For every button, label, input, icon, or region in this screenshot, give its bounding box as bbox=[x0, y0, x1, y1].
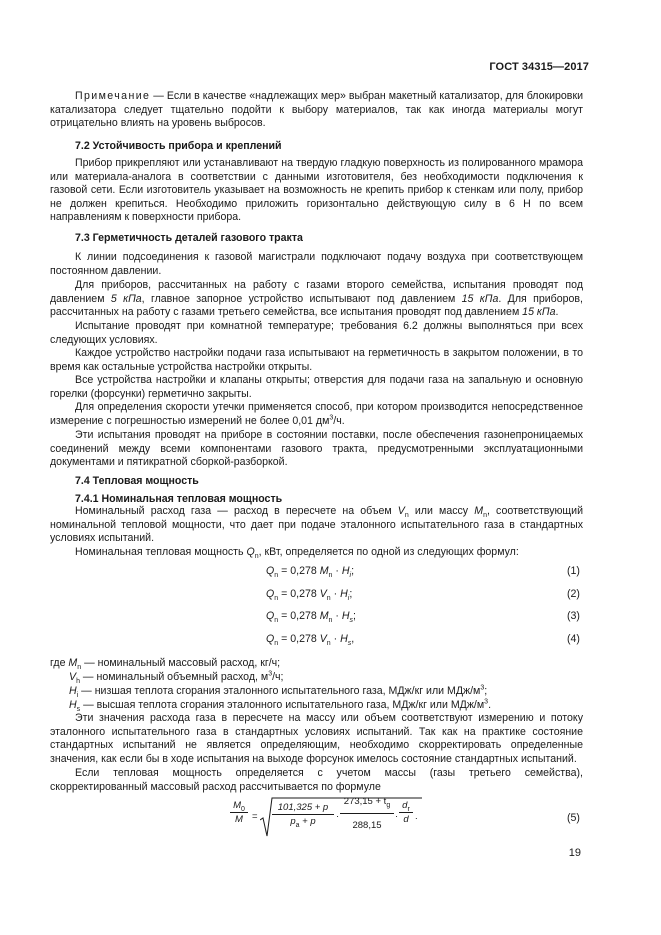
text-run-italic: 15 кПа bbox=[461, 292, 499, 305]
symbol: H bbox=[69, 699, 77, 711]
subscript: n bbox=[404, 512, 409, 520]
subscript: n bbox=[254, 553, 259, 561]
text-run: /ч; bbox=[272, 671, 284, 683]
subscript: s bbox=[76, 706, 81, 714]
formula-5-density-fraction bbox=[399, 800, 413, 825]
after-paragraph-2: Если тепловая мощность определяется с учетом массы (газы третьего семейства), скорректированный массовый расход рассчитывается по формуле bbox=[50, 767, 583, 793]
expression: 273,15 + t bbox=[343, 796, 387, 807]
operator: · bbox=[332, 610, 342, 622]
punctuation: ; bbox=[351, 565, 355, 577]
symbol: M bbox=[233, 800, 241, 811]
operator: · bbox=[330, 588, 341, 600]
operator: = 0,278 bbox=[278, 610, 320, 622]
subscript: 0 bbox=[241, 805, 245, 813]
note-lead: Примечание bbox=[75, 90, 151, 102]
text-run: — низшая теплота сгорания эталонного испытательного газа, МДж/кг или МДж/м bbox=[78, 685, 481, 697]
symbol: V bbox=[69, 671, 77, 683]
subscript: n bbox=[77, 664, 82, 672]
operator: · bbox=[332, 565, 342, 577]
symbol: H bbox=[341, 610, 350, 622]
symbol: d bbox=[403, 814, 409, 825]
formula-5 bbox=[222, 796, 422, 840]
equals-sign: = bbox=[252, 811, 258, 822]
text-run-italic: 15 кПа bbox=[522, 306, 556, 319]
subscript: n bbox=[328, 617, 333, 625]
symbol: V bbox=[319, 633, 327, 645]
symbol-M: M bbox=[474, 505, 484, 517]
operator: = 0,278 bbox=[278, 588, 320, 600]
where-item-mass-flow bbox=[50, 657, 280, 671]
subscript: i bbox=[76, 692, 79, 700]
subscript: s bbox=[347, 640, 352, 648]
operator: = 0,278 bbox=[278, 565, 320, 577]
subscript: s bbox=[349, 617, 353, 625]
symbol: H bbox=[340, 588, 348, 600]
text-run-italic: 5 кПа bbox=[110, 292, 142, 305]
text-run: , главное запорное устройство испытывают под давлением bbox=[141, 292, 462, 305]
symbol: Q bbox=[266, 565, 275, 577]
text-run: или массу bbox=[408, 505, 475, 517]
where-item-higher-heat bbox=[69, 699, 491, 713]
formula-2 bbox=[266, 587, 352, 601]
text-run: — номинальный объемный расход, м bbox=[79, 671, 269, 683]
symbol: p bbox=[290, 816, 296, 827]
text-run: Номинальная тепловая мощность bbox=[75, 546, 247, 558]
section-7-2-title: 7.2 Устойчивость прибора и креплений bbox=[75, 140, 282, 152]
symbol: M bbox=[235, 814, 243, 825]
section-7-4-1-p2 bbox=[50, 546, 583, 560]
subscript: n bbox=[328, 572, 333, 580]
formula-5-temperature-fraction bbox=[340, 796, 394, 831]
formula-1-number: (1) bbox=[567, 565, 580, 577]
section-7-3-p6 bbox=[50, 401, 583, 428]
operator: · bbox=[395, 811, 399, 822]
formula-5-number: (5) bbox=[567, 812, 580, 824]
symbol: M bbox=[68, 657, 78, 669]
subscript: n bbox=[274, 595, 279, 603]
subscript: n bbox=[483, 512, 487, 520]
section-7-4-1-p1 bbox=[50, 505, 583, 546]
section-7-3-p1: К линии подсоединения к газовой магистрали подключают подачу воздуха при соответствующем постоянном давлении. bbox=[50, 251, 583, 277]
punctuation: ; bbox=[349, 588, 353, 600]
section-7-3-title: 7.3 Герметичность деталей газового тракта bbox=[75, 232, 303, 244]
subscript: n bbox=[326, 595, 331, 603]
formula-2-number: (2) bbox=[567, 588, 580, 600]
symbol-Q: Q bbox=[246, 546, 255, 558]
superscript: 3 bbox=[480, 684, 485, 692]
text-run: Номинальный расход газа — расход в пересчете на объем bbox=[75, 505, 398, 517]
superscript: 3 bbox=[484, 698, 489, 706]
section-7-4-1-title: 7.4.1 Номинальная тепловая мощность bbox=[75, 493, 283, 505]
text-run: . bbox=[488, 699, 492, 711]
text-run: Для определения скорости утечки применяется способ, при котором производится непосредственное измерение с погрешностью измерений не более 0,01 дм bbox=[50, 401, 583, 427]
section-7-4-title: 7.4 Тепловая мощность bbox=[75, 475, 199, 487]
subscript: r bbox=[407, 805, 410, 813]
subscript: h bbox=[76, 678, 80, 686]
text-run: . Для приборов, рассчитанных на работу с газами третьего семейства, все испытания проводят под давлением bbox=[50, 292, 583, 319]
operator: = 0,278 bbox=[278, 633, 320, 645]
where-item-volume-flow bbox=[69, 671, 284, 685]
where-item-lower-heat bbox=[69, 685, 487, 699]
section-7-3-p3: Испытание проводят при комнатной температуре; требования 6.2 должны выполняться при всех следующих условиях. bbox=[50, 320, 583, 346]
formula-4 bbox=[266, 632, 354, 646]
subscript: i bbox=[347, 595, 350, 603]
subscript: n bbox=[274, 572, 279, 580]
page-number: 19 bbox=[568, 847, 581, 859]
section-7-3-p4: Каждое устройство настройки подачи газа испытывают на герметичность в закрытом положении, в то время как остальные устройства настройки открыты. bbox=[50, 347, 583, 373]
note-text: — Если в качестве «надлежащих мер» выбран макетный катализатор, для блокировки катализатора следует тщательно подойти к выбору материалов, так как иногда материалы могут отрицательно влиять на уровень выбросов. bbox=[50, 90, 583, 130]
text-run: — номинальный массовый расход, кг/ч; bbox=[81, 657, 281, 669]
subscript: n bbox=[274, 617, 279, 625]
text-run: Для приборов, рассчитанных на работу с газами второго семейства, испытания проводят под давлением bbox=[50, 279, 583, 305]
after-paragraph-1: Эти значения расхода газа в пересчете на массу или объем соответствуют измерению и потоку эталонного испытательного газа в стандартных условиях испытаний. Так как на практике состояние стандартных испытаний не является определяющим, необходимо скорректировать определенные значения, как если бы в ходе испытания на выходе форсунок имелось состояние стандартных испытаний. bbox=[50, 712, 583, 765]
symbol: M bbox=[319, 610, 329, 622]
symbol: M bbox=[319, 565, 329, 577]
text-run: /ч. bbox=[333, 414, 345, 427]
symbol: H bbox=[341, 565, 350, 577]
formula-3-number: (3) bbox=[567, 610, 580, 622]
symbol: H bbox=[69, 685, 77, 697]
symbol-V: V bbox=[397, 505, 405, 517]
symbol: V bbox=[319, 588, 327, 600]
punctuation: , bbox=[351, 633, 355, 645]
symbol: d bbox=[402, 800, 408, 811]
expression: 101,325 + p bbox=[277, 802, 329, 813]
formula-5-lhs bbox=[230, 800, 248, 825]
text-run: где bbox=[50, 657, 69, 669]
formula-4-number: (4) bbox=[567, 633, 580, 645]
subscript: i bbox=[349, 572, 352, 580]
subscript: g bbox=[386, 801, 391, 809]
subscript: n bbox=[326, 640, 331, 648]
number: 288,15 bbox=[352, 820, 382, 831]
operator: · bbox=[336, 811, 340, 822]
text-run: — высшая теплота сгорания эталонного испытательного газа, МДж/кг или МДж/м bbox=[80, 699, 485, 711]
text-run: , кВт, определяется по одной из следующих формул: bbox=[258, 546, 519, 558]
symbol: H bbox=[340, 633, 348, 645]
formula-1 bbox=[266, 564, 354, 578]
text-run: . bbox=[555, 306, 559, 319]
standard-header: ГОСТ 34315—2017 bbox=[489, 61, 589, 73]
punctuation: . bbox=[415, 811, 418, 822]
section-7-3-p5: Все устройства настройки и клапаны открыты; отверстия для подачи газа на запальную и основную горелки (форсунки) герметично закрыты. bbox=[50, 374, 583, 400]
section-7-3-p7: Эти испытания проводят на приборе в состоянии поставки, после обеспечения газонепроницаемых соединений между всеми компонентами газового тракта, предусмотренными эксплуатационными документами и пятикратной сборкой-разборкой. bbox=[50, 429, 583, 469]
section-7-2-text: Прибор прикрепляют или устанавливают на твердую гладкую поверхность из полированного мрамора или материала-аналога в соответствии с данными изготовителя, без необходимости подключения к газовой сети. Если изготовитель указывает на возможность не крепить прибор к стенкам или полу, прибор не должен крепиться. Необходимо приложить горизонтально действующую силу в 6 Н по всем направлениям к поверхности прибора. bbox=[50, 157, 583, 224]
formula-5-pressure-fraction bbox=[272, 802, 334, 827]
superscript: 3 bbox=[268, 670, 273, 678]
symbol: Q bbox=[266, 588, 275, 600]
symbol: Q bbox=[266, 610, 275, 622]
section-7-3-p2 bbox=[50, 279, 583, 320]
formula-3 bbox=[266, 609, 356, 623]
symbol: Q bbox=[266, 633, 275, 645]
subscript: a bbox=[295, 821, 300, 829]
operator: · bbox=[330, 633, 341, 645]
expression: + p bbox=[299, 816, 316, 827]
note-paragraph bbox=[50, 90, 583, 131]
text-run: , соответствующий номинальной тепловой мощности, что дает при подаче эталонного испытательного газа в стандартных условиях испытаний. bbox=[50, 505, 583, 545]
subscript: n bbox=[274, 640, 279, 648]
punctuation: ; bbox=[353, 610, 356, 622]
text-run: ; bbox=[484, 685, 488, 697]
superscript: 3 bbox=[329, 414, 334, 422]
